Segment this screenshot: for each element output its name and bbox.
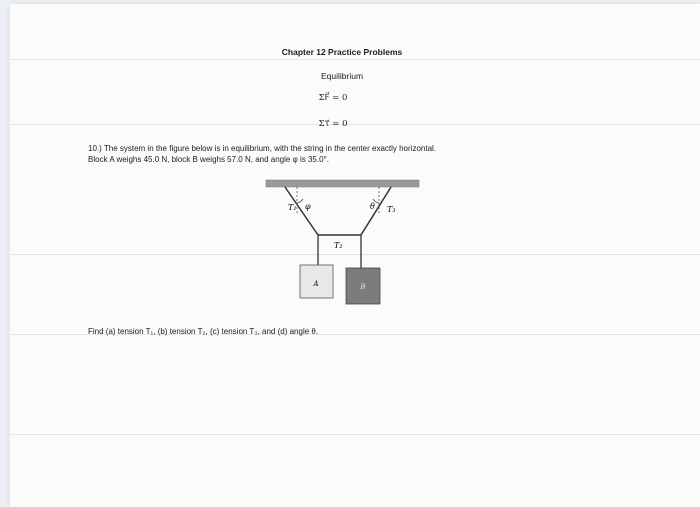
problem-line-2: Block A weighs 45.0 N, block B weighs 57.0 N, and angle φ is 35.0°. — [88, 155, 329, 164]
phi-arc — [297, 199, 303, 203]
t1-label: T₁ — [288, 203, 297, 212]
block-a-label: A — [313, 280, 319, 288]
question-text: Find (a) tension T₁, (b) tension T₂, (c) tension T₃, and (d) angle θ. — [88, 327, 319, 336]
t3-label: T₃ — [387, 205, 396, 214]
page-title: Chapter 12 Practice Problems — [281, 47, 403, 57]
theta-label: θ — [370, 202, 375, 211]
t2-label: T₂ — [334, 241, 343, 250]
problem-line-1: 10.) The system in the figure below is in equilibrium, with the string in the center exactly horizontal. — [88, 144, 437, 153]
ceiling-beam — [266, 180, 419, 187]
force-equation: ΣF⃗ = 0 — [318, 93, 348, 103]
block-b-label: B — [360, 283, 366, 291]
page-subtitle: Equilibrium — [320, 71, 364, 81]
torque-equation: Στ⃗ = 0 — [318, 119, 348, 129]
phi-label: φ — [305, 202, 311, 211]
